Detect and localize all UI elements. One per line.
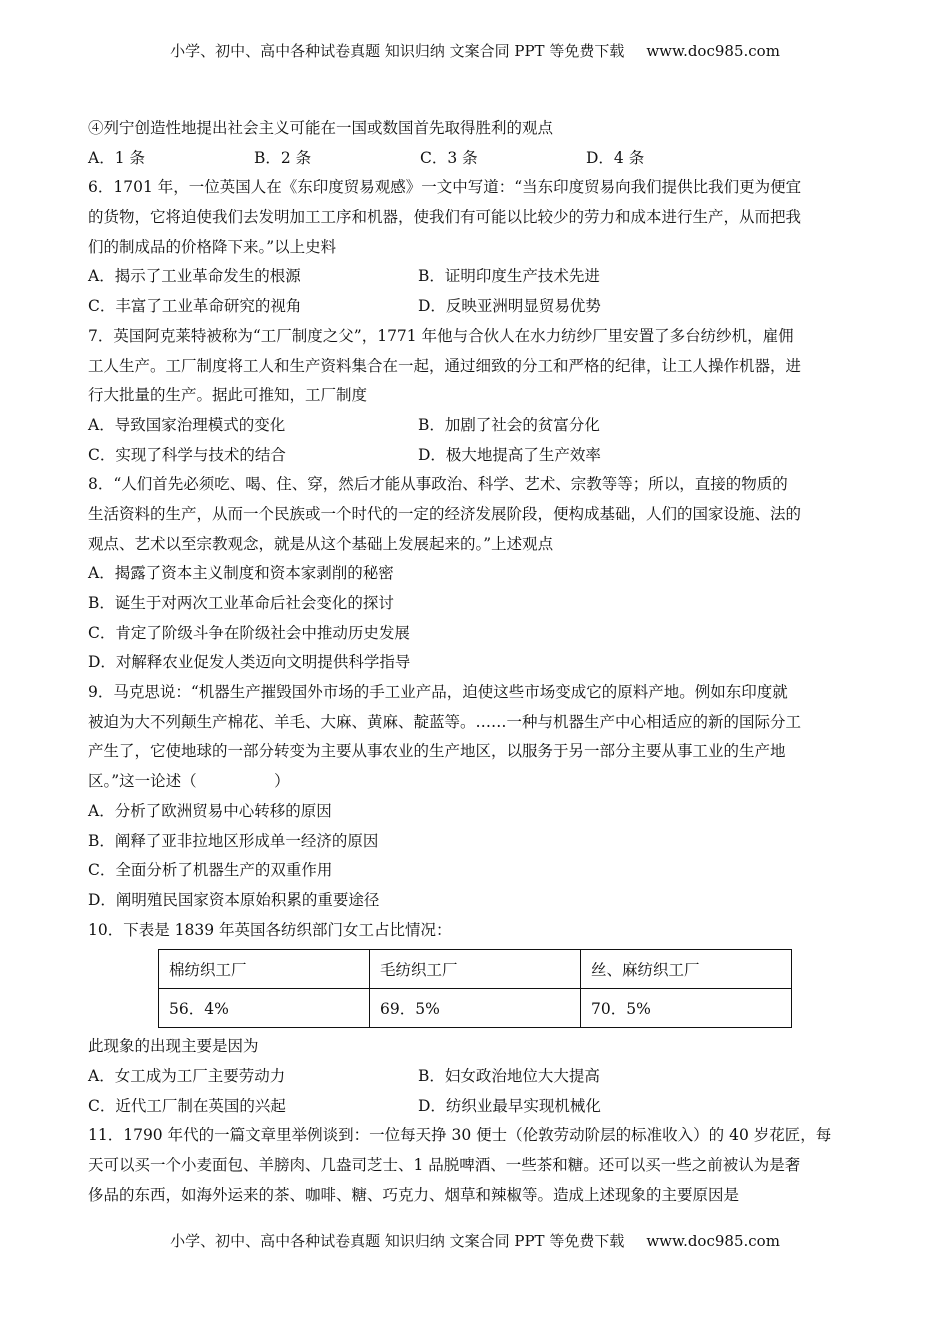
q10-stem: 10．下表是 1839 年英国各纺织部门女工占比情况： <box>88 920 452 939</box>
q8-stem-line: 生活资料的生产，从而一个民族或一个时代的一定的经济发展阶段，便构成基础，人们的国家设施、法的 <box>88 504 802 523</box>
option-a: A．揭示了工业革命发生的根源 <box>88 267 301 286</box>
q7-stem-line: 7．英国阿克莱特被称为“工厂制度之父”，1771 年他与合伙人在水力纺纱厂里安置了多台纺纱机，雇佣 <box>88 326 794 345</box>
option-c: C．全面分析了机器生产的双重作用 <box>88 861 333 880</box>
option-c: C．3 条 <box>420 148 478 167</box>
option-a: A．导致国家治理模式的变化 <box>88 415 286 434</box>
option-b: B．证明印度生产技术先进 <box>418 267 600 286</box>
option-b: B．诞生于对两次工业革命后社会变化的探讨 <box>88 594 394 612</box>
q7-stem-line: 工人生产。工厂制度将工人和生产资料集合在一起，通过细致的分工和严格的纪律，让工人操作机器，进 <box>88 356 802 375</box>
option-b: B．阐释了亚非拉地区形成单一经济的原因 <box>88 831 379 850</box>
option-a: A．分析了欧洲贸易中心转移的原因 <box>88 801 332 820</box>
q6-options-row <box>88 262 863 292</box>
option-d: D．纺织业最早实现机械化 <box>418 1096 601 1115</box>
option-d: D．4 条 <box>586 148 645 167</box>
q6-stem-line: 的货物，它将迫使我们去发明加工工序和机器，使我们有可能以比较少的劳力和成本进行生产，从而把我 <box>88 208 802 227</box>
option-b: B．2 条 <box>254 148 312 167</box>
q9-stem-line: 9．马克思说：“机器生产摧毁国外市场的手工业产品，迫使这些市场变成它的原料产地。例如东印度就 <box>88 683 788 702</box>
q8-stem-line: 8．“人们首先必须吃、喝、住、穿，然后才能从事政治、科学、艺术、宗教等等；所以，直接的物质的 <box>88 475 788 494</box>
option-c: C．近代工厂制在英国的兴起 <box>88 1096 286 1115</box>
table-cell: 69．5% <box>370 989 581 1028</box>
option-c: C．实现了科学与技术的结合 <box>88 445 286 464</box>
q7-options-row <box>88 441 863 471</box>
q11-stem-line: 天可以买一个小麦面包、羊膀肉、几盎司芝士、1 品脱啤酒、一些茶和糖。还可以买一些之前被认为是奢 <box>88 1156 801 1174</box>
q6-stem-line: 6．1701 年，一位英国人在《东印度贸易观感》一文中写道：“当东印度贸易向我们提供比我们更为便宜 <box>88 178 802 197</box>
table-cell: 70．5% <box>581 989 792 1028</box>
option-a: A．1 条 <box>88 148 145 167</box>
q6-stem-line: 们的制成品的价格降下来。”以上史料 <box>88 237 337 256</box>
footer-url[interactable]: www.doc985.com <box>646 1232 780 1250</box>
q11-stem-line: 11．1790 年代的一篇文章里举例谈到：一位每天挣 30 便士（伦敦劳动阶层的标准收入）的 40 岁花匠，每 <box>88 1126 832 1145</box>
page-header <box>0 40 950 61</box>
option-d: D．反映亚洲明显贸易优势 <box>418 297 601 316</box>
option-d: D．极大地提高了生产效率 <box>418 445 601 464</box>
table-cell: 棉纺织工厂 <box>159 950 370 989</box>
q9-stem-line: 区。”这一论述（ ） <box>88 772 290 791</box>
option-c: C．丰富了工业革命研究的视角 <box>88 297 302 316</box>
q11-stem-line: 侈品的东西，如海外运来的茶、咖啡、糖、巧克力、烟草和辣椒等。造成上述现象的主要原因是 <box>88 1185 740 1204</box>
option-a: A．揭露了资本主义制度和资本家剥削的秘密 <box>88 564 394 583</box>
q9-stem-line: 产生了，它使地球的一部分转变为主要从事农业的生产地区，以服务于另一部分主要从事工业的生产地 <box>88 742 786 761</box>
table-cell: 56．4% <box>159 989 370 1028</box>
q8-stem-line: 观点、艺术以至宗教观念，就是从这个基础上发展起来的。”上述观点 <box>88 534 554 553</box>
option-d: D．对解释农业促发人类迈向文明提供科学指导 <box>88 653 411 672</box>
q5-options <box>88 144 863 174</box>
header-text: 小学、初中、高中各种试卷真题 知识归纳 文案合同 PPT 等免费下载 <box>170 42 625 60</box>
option-b: B．妇女政治地位大大提高 <box>418 1066 600 1085</box>
exam-content <box>88 114 863 1210</box>
option-a: A．女工成为工厂主要劳动力 <box>88 1066 286 1085</box>
q7-stem-line: 行大批量的生产。据此可推知，工厂制度 <box>88 386 368 405</box>
table-cell: 丝、麻纺织工厂 <box>581 950 792 989</box>
footer-text: 小学、初中、高中各种试卷真题 知识归纳 文案合同 PPT 等免费下载 <box>170 1232 625 1250</box>
q7-options-row <box>88 411 863 441</box>
q10-after-text: 此现象的出现主要是因为 <box>88 1037 259 1056</box>
q6-options-row <box>88 292 863 322</box>
option-b: B．加剧了社会的贫富分化 <box>418 415 600 434</box>
q10-options-row <box>88 1092 863 1122</box>
option-c: C．肯定了阶级斗争在阶级社会中推动历史发展 <box>88 623 410 642</box>
q10-options-row <box>88 1062 863 1092</box>
page-footer <box>0 1230 950 1251</box>
item-4: ④列宁创造性地提出社会主义可能在一国或数国首先取得胜利的观点 <box>88 119 554 137</box>
header-url[interactable]: www.doc985.com <box>646 42 780 60</box>
table-header-row <box>159 950 792 989</box>
female-worker-table <box>158 949 792 1028</box>
option-d: D．阐明殖民国家资本原始积累的重要途径 <box>88 890 380 909</box>
table-row <box>159 989 792 1028</box>
table-cell: 毛纺织工厂 <box>370 950 581 989</box>
q9-stem-line: 被迫为大不列颠生产棉花、羊毛、大麻、黄麻、靛蓝等。……一种与机器生产中心相适应的新的国际分工 <box>88 712 802 731</box>
